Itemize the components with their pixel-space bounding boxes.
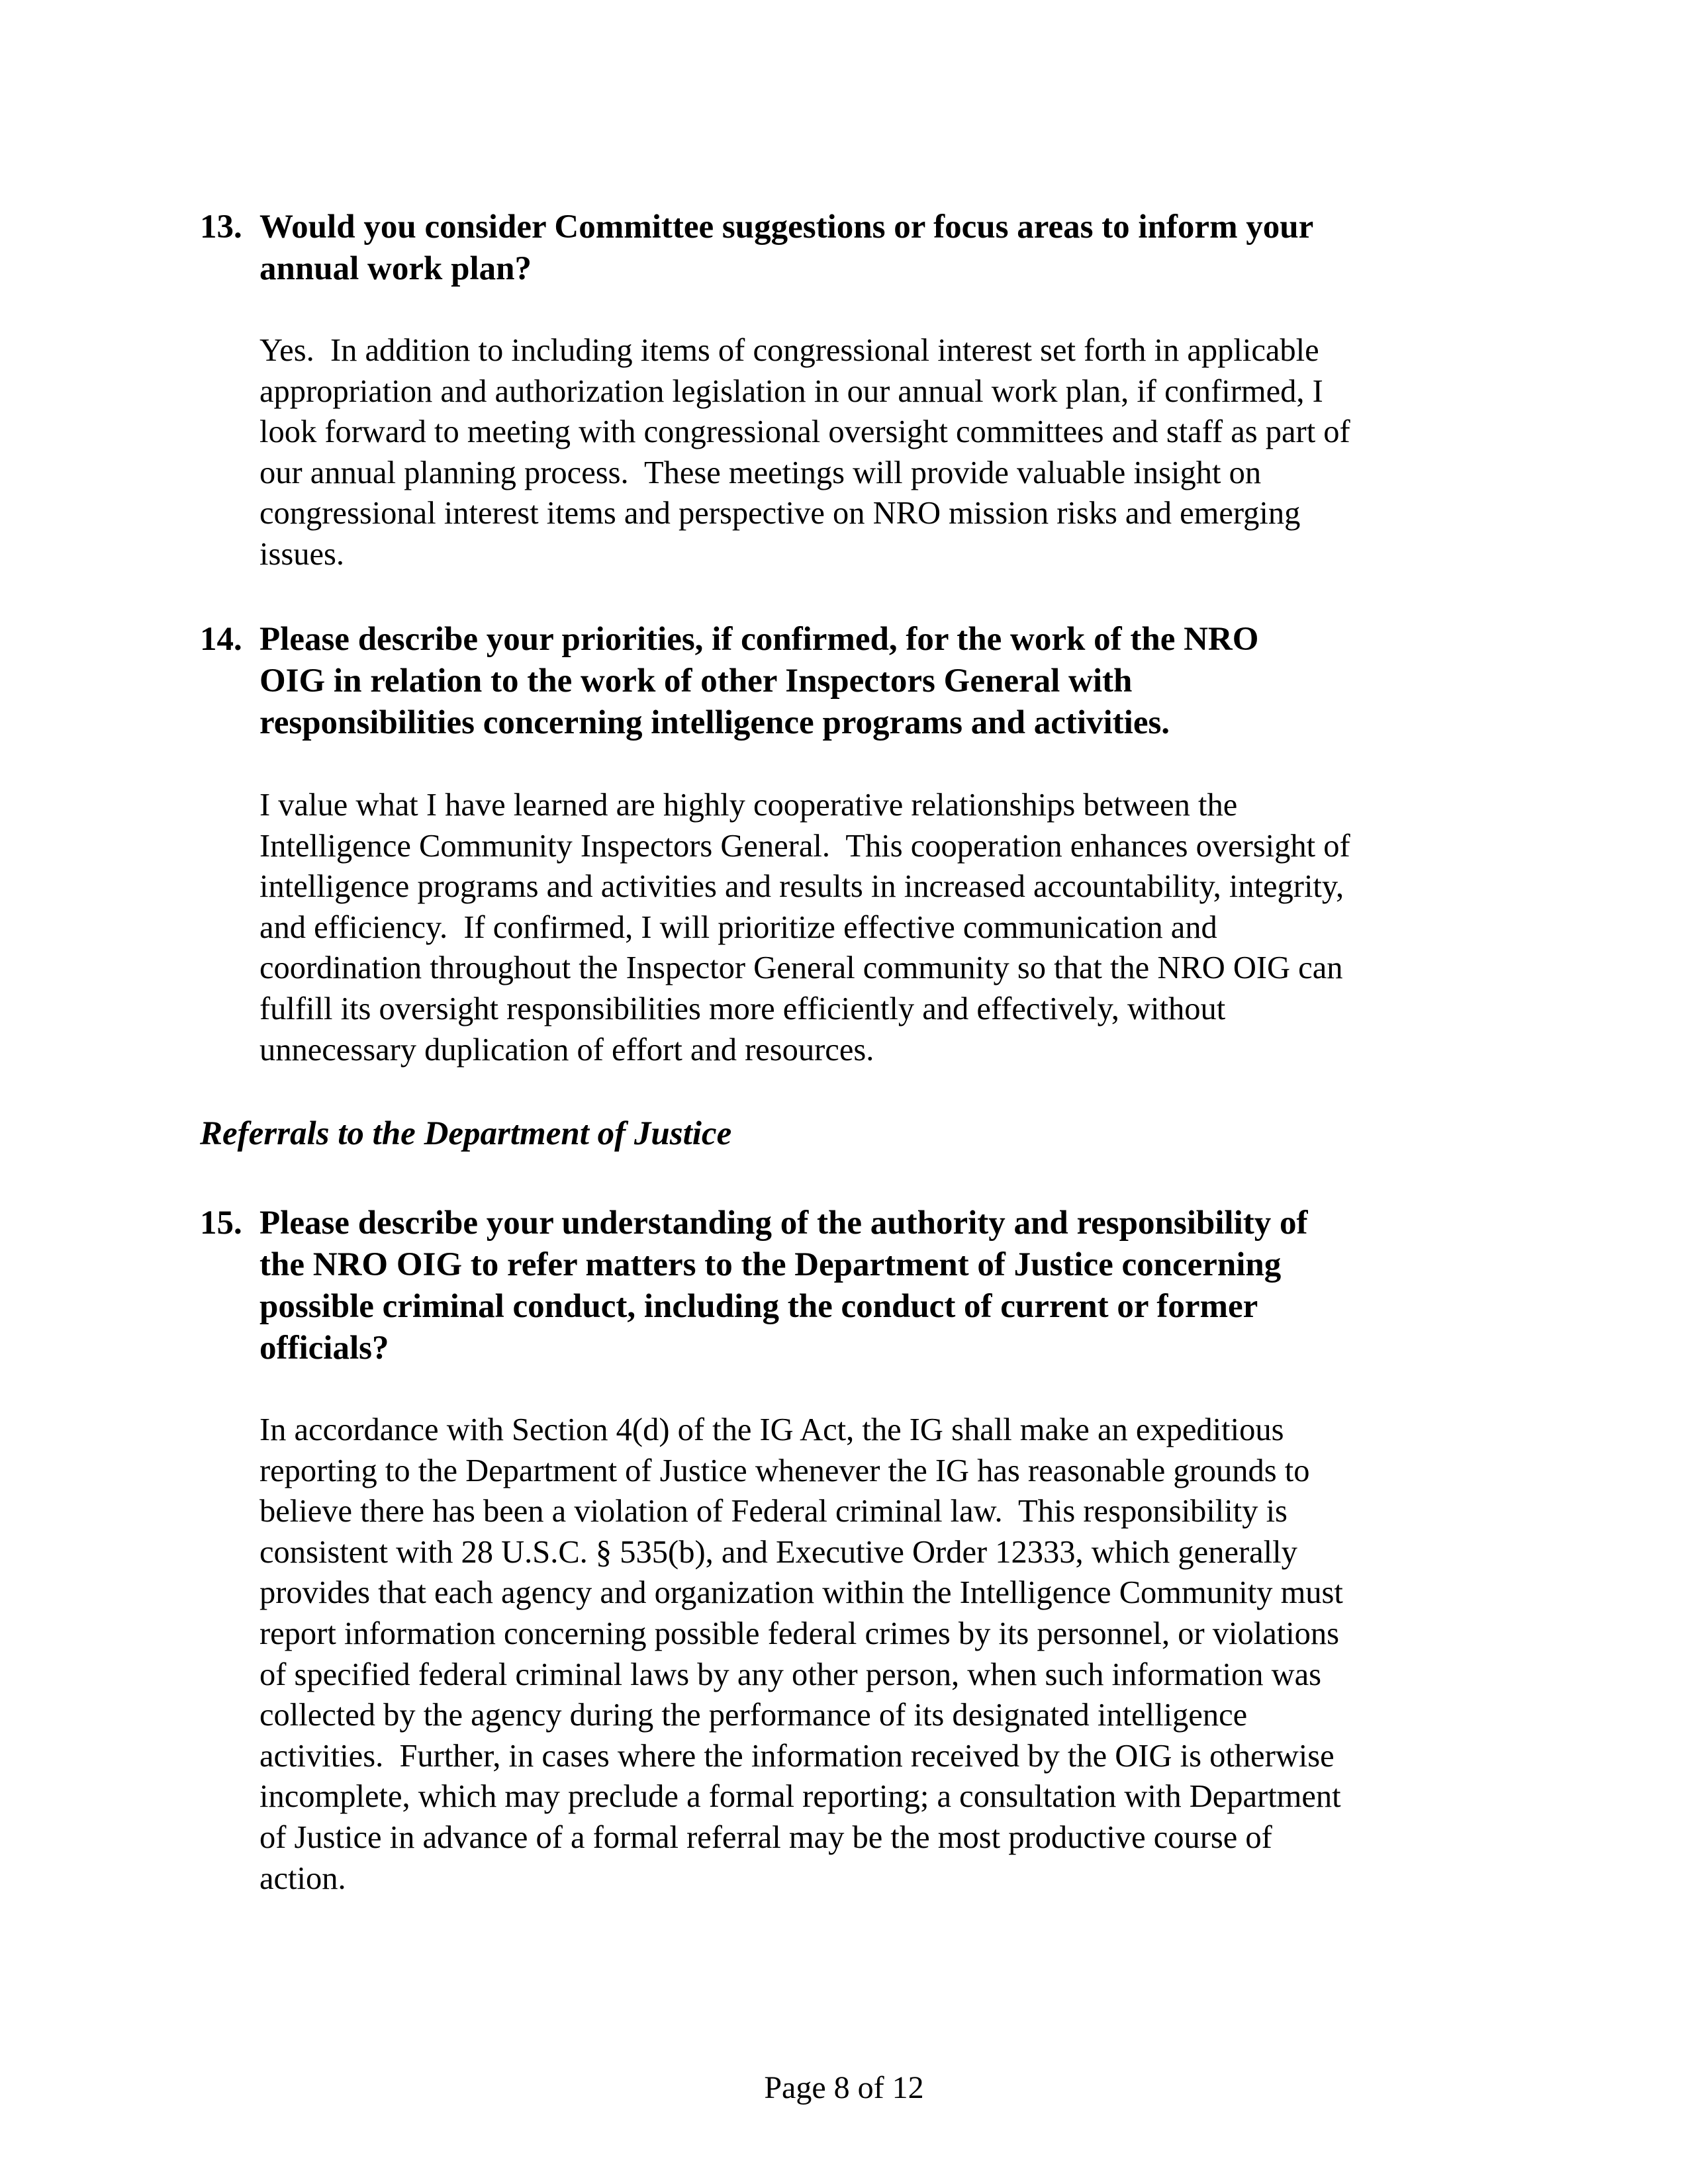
answer-text-line: reporting to the Department of Justice whenever the IG has reasonable grounds to: [259, 1453, 1310, 1488]
answer-text-line: provides that each agency and organization within the Intelligence Community must: [259, 1575, 1343, 1611]
answer-text-line: appropriation and authorization legislation in our annual work plan, if confirmed, I: [259, 373, 1323, 409]
answer-text-line: consistent with 28 U.S.C. § 535(b), and Executive Order 12333, which generally: [259, 1534, 1297, 1570]
question-text-line: Please describe your priorities, if confirmed, for the work of the NRO: [259, 621, 1259, 658]
answer-text-line: unnecessary duplication of effort and resources.: [259, 1032, 874, 1068]
question-text-line: Would you consider Committee suggestions or focus areas to inform your: [259, 208, 1314, 246]
answer-text-line: coordination throughout the Inspector General community so that the NRO OIG can: [259, 950, 1343, 986]
question-14: [200, 619, 1524, 744]
answer-text-line: I value what I have learned are highly cooperative relationships between the: [259, 788, 1238, 823]
question-text-line: the NRO OIG to refer matters to the Department of Justice concerning: [259, 1246, 1282, 1283]
page-number-footer: Page 8 of 12: [764, 2070, 924, 2105]
answer-text-line: report information concerning possible federal crimes by its personnel, or violations: [259, 1615, 1340, 1651]
answer-text-line: issues.: [259, 536, 344, 572]
question-text-line: OIG in relation to the work of other Inspectors General with: [259, 662, 1133, 700]
answer-14: [259, 785, 1583, 1070]
question-number: 15.: [200, 1205, 242, 1242]
answer-text-line: of specified federal criminal laws by any other person, when such information was: [259, 1657, 1322, 1692]
answer-text-line: collected by the agency during the performance of its designated intelligence: [259, 1698, 1248, 1733]
answer-text-line: Yes. In addition to including items of congressional interest set forth in applicable: [259, 333, 1319, 368]
answer-text-line: fulfill its oversight responsibilities more efficiently and effectively, without: [259, 991, 1226, 1026]
answer-text-line: of Justice in advance of a formal referral may be the most productive course of: [259, 1819, 1272, 1855]
answer-text-line: our annual planning process. These meetings will provide valuable insight on: [259, 455, 1262, 490]
question-text-line: officials?: [259, 1330, 389, 1367]
question-number: 14.: [200, 621, 242, 658]
answer-15: [259, 1410, 1583, 1899]
answer-text-line: incomplete, which may preclude a formal reporting; a consultation with Department: [259, 1779, 1341, 1815]
answer-text-line: Intelligence Community Inspectors General. This cooperation enhances oversight of: [259, 828, 1350, 864]
answer-text-line: believe there has been a violation of Federal criminal law. This responsibility is: [259, 1494, 1288, 1529]
question-number: 13.: [200, 208, 242, 246]
question-text-line: responsibilities concerning intelligence programs and activities.: [259, 704, 1170, 741]
answer-text-line: and efficiency. If confirmed, I will prioritize effective communication and: [259, 909, 1217, 945]
answer-text-line: action.: [259, 1860, 346, 1896]
answer-text-line: look forward to meeting with congressional oversight committees and staff as part of: [259, 414, 1350, 450]
question-text-line: possible criminal conduct, including the conduct of current or former: [259, 1288, 1258, 1325]
section-heading: Referrals to the Department of Justice: [200, 1115, 732, 1152]
question-13: [200, 206, 1524, 290]
question-15: [200, 1203, 1524, 1369]
answer-text-line: intelligence programs and activities and results in increased accountability, integrity,: [259, 869, 1344, 905]
answer-13: [259, 330, 1583, 575]
answer-text-line: activities. Further, in cases where the information received by the OIG is otherwise: [259, 1738, 1335, 1774]
question-text-line: Please describe your understanding of the authority and responsibility of: [259, 1205, 1308, 1242]
answer-text-line: congressional interest items and perspective on NRO mission risks and emerging: [259, 496, 1301, 531]
question-text-line: annual work plan?: [259, 250, 532, 287]
answer-text-line: In accordance with Section 4(d) of the IG Act, the IG shall make an expeditious: [259, 1412, 1284, 1447]
